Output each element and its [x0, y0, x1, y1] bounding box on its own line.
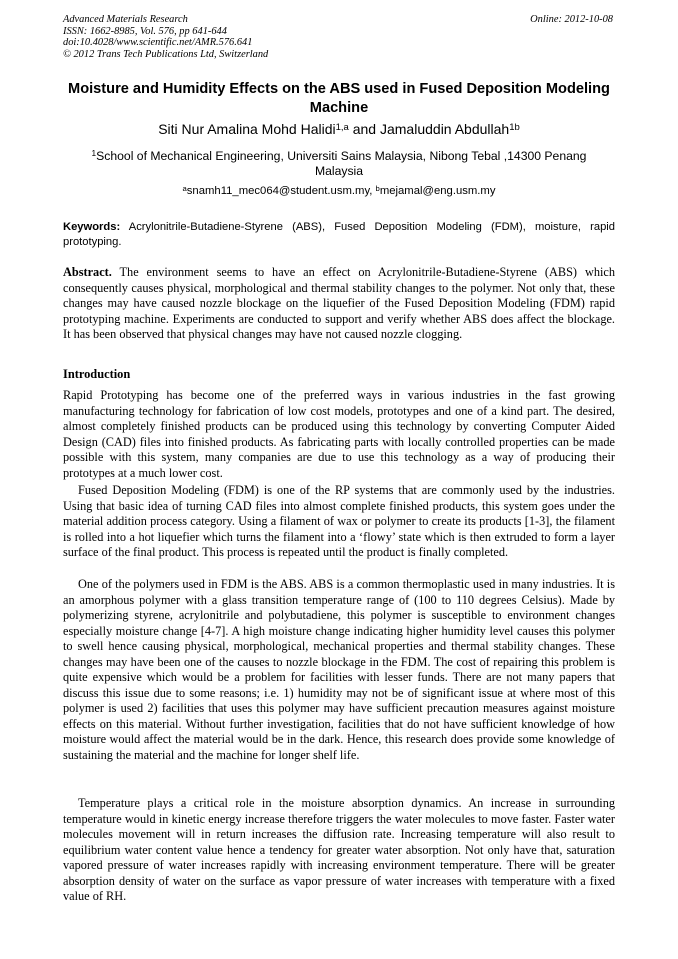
keywords — [63, 220, 615, 249]
author-superscript: 1,a — [335, 121, 349, 133]
section-heading: Introduction — [63, 367, 131, 381]
copyright-line: © 2012 Trans Tech Publications Ltd, Switzerland — [63, 48, 269, 60]
affiliation-superscript: 1 — [91, 148, 97, 159]
author-name: Siti Nur Amalina Mohd Halidi — [158, 121, 336, 137]
abstract — [63, 265, 615, 343]
affiliation — [80, 149, 598, 179]
email-list — [63, 184, 615, 198]
body-paragraph: Temperature plays a critical role in the moisture absorption dynamics. An increase in surrounding temperature would in kinetic energy increase therefore triggers the water molecules to move faster. Faster water molecules movement will in return increases the diffusion rate. Increasing temperature will also result to equilibrium water content value hence a tendency for greater water absorption. Not only have that, saturation vapored pressure of water increases rapidly with increasing environment temperature. There will be greater absorption density of water on the surface as vapor pressure of water increases with temperature with a fixed value of RH. — [63, 796, 615, 904]
author-list — [63, 120, 615, 138]
keywords-label: Keywords: — [63, 221, 121, 233]
affiliation-text: School of Mechanical Engineering, Universiti Sains Malaysia, Nibong Tebal ,14300 Penang Malaysia — [96, 149, 587, 178]
email-address: snamh11_mec064@student.usm.my, — [186, 185, 376, 197]
body-paragraph: Fused Deposition Modeling (FDM) is one of the RP systems that are commonly used by the industries. Using that basic idea of turning CAD files into almost complete finished products, this system goes under the material addition process category. Using a filament of wax or polymer to create its products [1-3], the filament is rolled into a hot liquefier which turns the filament into a ‘flowy’ state which is then extruded to form a layer surface of the final product. This process is repeated until the product is finally completed. — [63, 483, 615, 560]
author-connector: and — [348, 121, 380, 137]
doi-line: doi:10.4028/www.scientific.net/AMR.576.641 — [63, 37, 253, 49]
body-paragraph: One of the polymers used in FDM is the ABS. ABS is a common thermoplastic used in many industries. It is an amorphous polymer with a glass transition temperature range of (100 to 110 degrees Celsius). Made by polymerizing styrene, acrylonitrile and polybutadiene, this polymer is susceptible to environment changes especially moisture change [4-7]. A high moisture change indicating higher humidity level causes this polymer to swell hence causing physical, morphological, mechanical properties and thermal stability changes. These changes may have been one of the causes to nozzle blockage in the FDM. The cost of repairing this problem is quite expensive which would be a problem for facilities with lesser funds. There are not many papers that discuss this issue due to some reasons; i.e. 1) humidity may not be of significant issue at where most of this polymer is used 2) facilities that uses this polymer may have sufficient precaution measures against moisture effects on this material. Without further investigation, facilities that do not have sufficient knowledge of how moisture would affect the material would be in the dark. Hence, this research does provide some knowledge of sustaining the material and the machine for longer shelf life. — [63, 577, 615, 763]
body-paragraph: Rapid Prototyping has become one of the preferred ways in various industries in the fast growing manufacturing technology for fabrication of low cost models, prototypes and one of a kind part. The desired, almost completely finished products can be produced using this technology by converting Computer Aided Design (CAD) files into finished products. As fabricating parts with locally controlled properties can be made possible with this system, many companies are due to use this technology as a way of producing their prototypes at a much lower cost. — [63, 388, 615, 480]
author-name: Jamaluddin Abdullah — [379, 121, 510, 137]
abstract-text: The environment seems to have an effect on Acrylonitrile-Butadiene-Styrene (ABS) which consequently causes physical, morphological and thermal stability changes to the polymer. Not only that, these changes may have caused nozzle blockage on the liquefier of the Fused Deposition Modeling (FDM) rapid prototyping machine. Experiments are conducted to support and verify whether ABS does affect the blockage. It has been observed that physical changes may have not caused nozzle clogging. — [63, 265, 615, 342]
author-superscript: 1b — [509, 121, 520, 133]
issn-line: ISSN: 1662-8985, Vol. 576, pp 641-644 — [63, 25, 227, 37]
journal-header — [63, 14, 613, 60]
email-address: mejamal@eng.usm.my — [379, 185, 496, 197]
email-superscript: b — [375, 183, 380, 193]
abstract-label: Abstract. — [63, 265, 112, 279]
paper-title: Moisture and Humidity Effects on the ABS used in Fused Deposition Modeling Machine — [68, 81, 610, 116]
online-date: Online: 2012-10-08 — [530, 14, 613, 25]
keywords-text: Acrylonitrile-Butadiene-Styrene (ABS), Fused Deposition Modeling (FDM), moisture, rapid prototyping. — [63, 221, 615, 248]
journal-name: Advanced Materials Research — [63, 14, 188, 25]
email-superscript: a — [182, 183, 187, 193]
